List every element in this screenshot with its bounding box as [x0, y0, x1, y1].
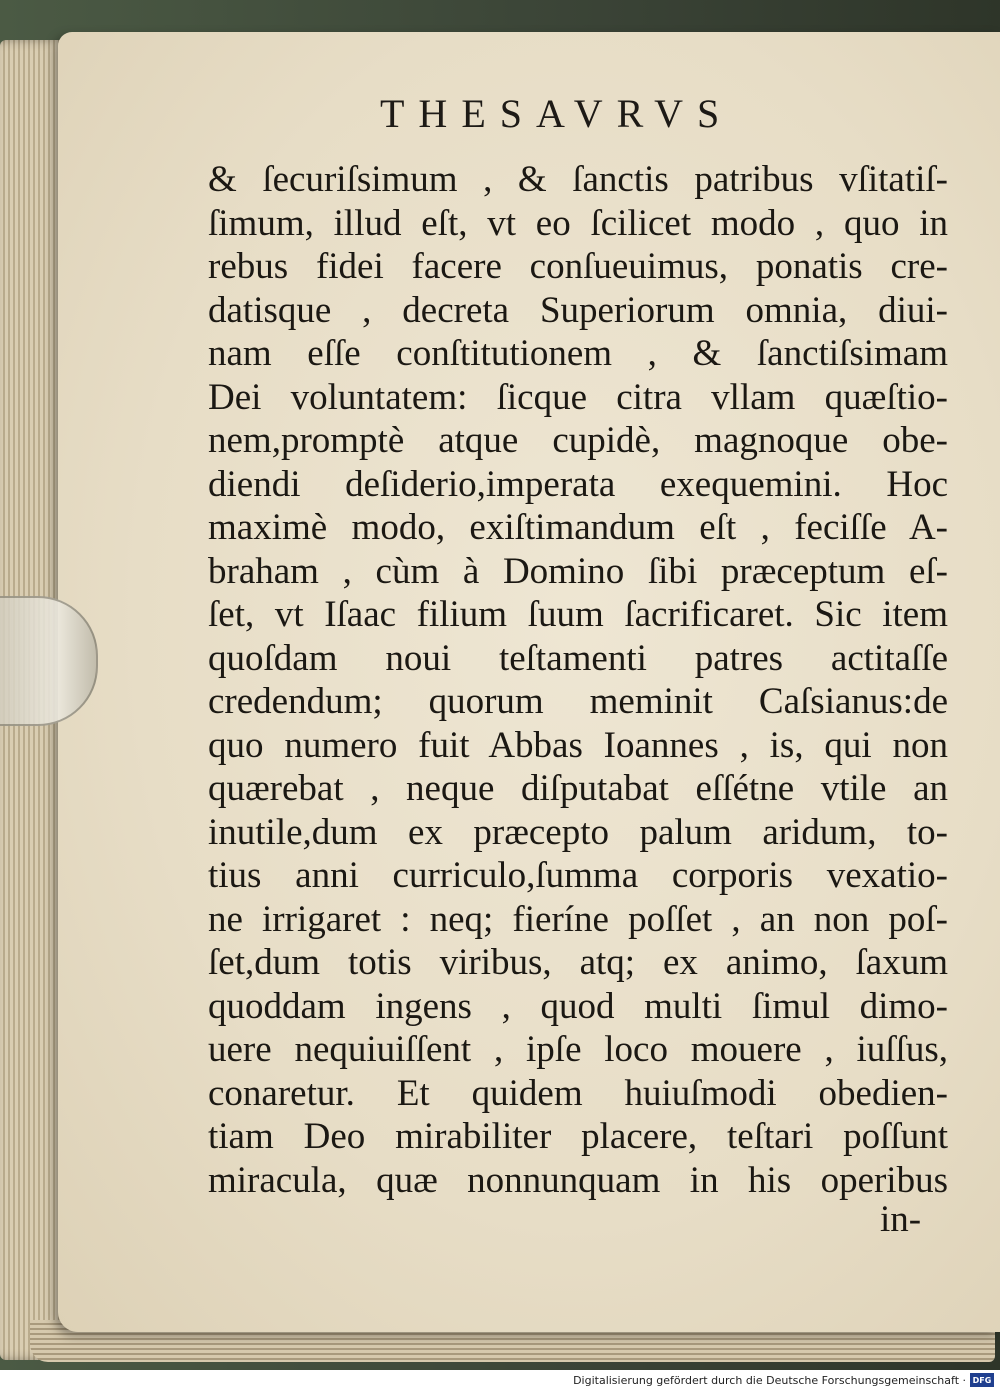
text-line: & ſecuriſsimum , & ſanctis patribus vſitatiſ- [208, 159, 948, 200]
text-line: diendi deſiderio,imperata exequemini. Hoc [208, 463, 948, 505]
text-line: tius anni curriculo,ſumma corporis vexatio- [208, 855, 948, 896]
text-line: nem,promptè atque cupidè, magnoque obe- [208, 420, 948, 461]
text-line: nam eſſe conſtitutionem , & ſanctiſsimam [208, 333, 948, 374]
running-head: THESAVRVS [380, 91, 734, 136]
text-line: ſimum, illud eſt, vt eo ſcilicet modo , quo in [208, 202, 948, 244]
text-line: conaretur. Et quidem huiuſmodi obedien- [208, 1072, 948, 1114]
text-line: datisque , decreta Superiorum omnia, diui- [208, 289, 948, 331]
text-line: Dei voluntatem: ſicque citra vllam quæſtio- [208, 376, 948, 418]
text-line: quo numero fuit Abbas Ioannes , is, qui non [208, 724, 948, 766]
text-line: ſet,dum totis viribus, atq; ex animo, ſaxum [208, 942, 948, 983]
text-line: credendum; quorum meminit Caſsianus:de [208, 681, 948, 722]
text-line: rebus fidei facere conſueuimus, ponatis cre- [208, 246, 948, 287]
text-line: quoddam ingens , quod multi ſimul dimo- [208, 985, 948, 1027]
body-text [208, 158, 948, 1202]
dfg-logo: DFG [970, 1373, 994, 1387]
text-line: miracula, quæ nonnunquam in his operibus [208, 1159, 948, 1201]
text-line: quærebat , neque diſputabat eſſétne vtile an [208, 768, 948, 809]
text-line: quoſdam noui teſtamenti patres actitaſſe [208, 637, 948, 679]
text-line: ne irrigaret : neq; fieríne poſſet , an non poſ- [208, 898, 948, 940]
footer-credit: Digitalisierung gefördert durch die Deutsche Forschungsgemeinschaft · [573, 1374, 966, 1387]
text-line: maximè modo, exiſtimandum eſt , feciſſe A- [208, 507, 948, 548]
text-line: inutile,dum ex præcepto palum aridum, to- [208, 811, 948, 853]
text-line: braham , cùm à Domino ſibi præceptum eſ- [208, 550, 948, 592]
text-line: uere nequiuiſſent , ipſe loco mouere , iuſſus, [208, 1029, 948, 1070]
text-line: tiam Deo mirabiliter placere, teſtari poſſunt [208, 1116, 948, 1157]
text-line: ſet, vt Iſaac filium ſuum ſacrificaret. Sic item [208, 594, 948, 635]
catchword: in- [880, 1199, 922, 1240]
